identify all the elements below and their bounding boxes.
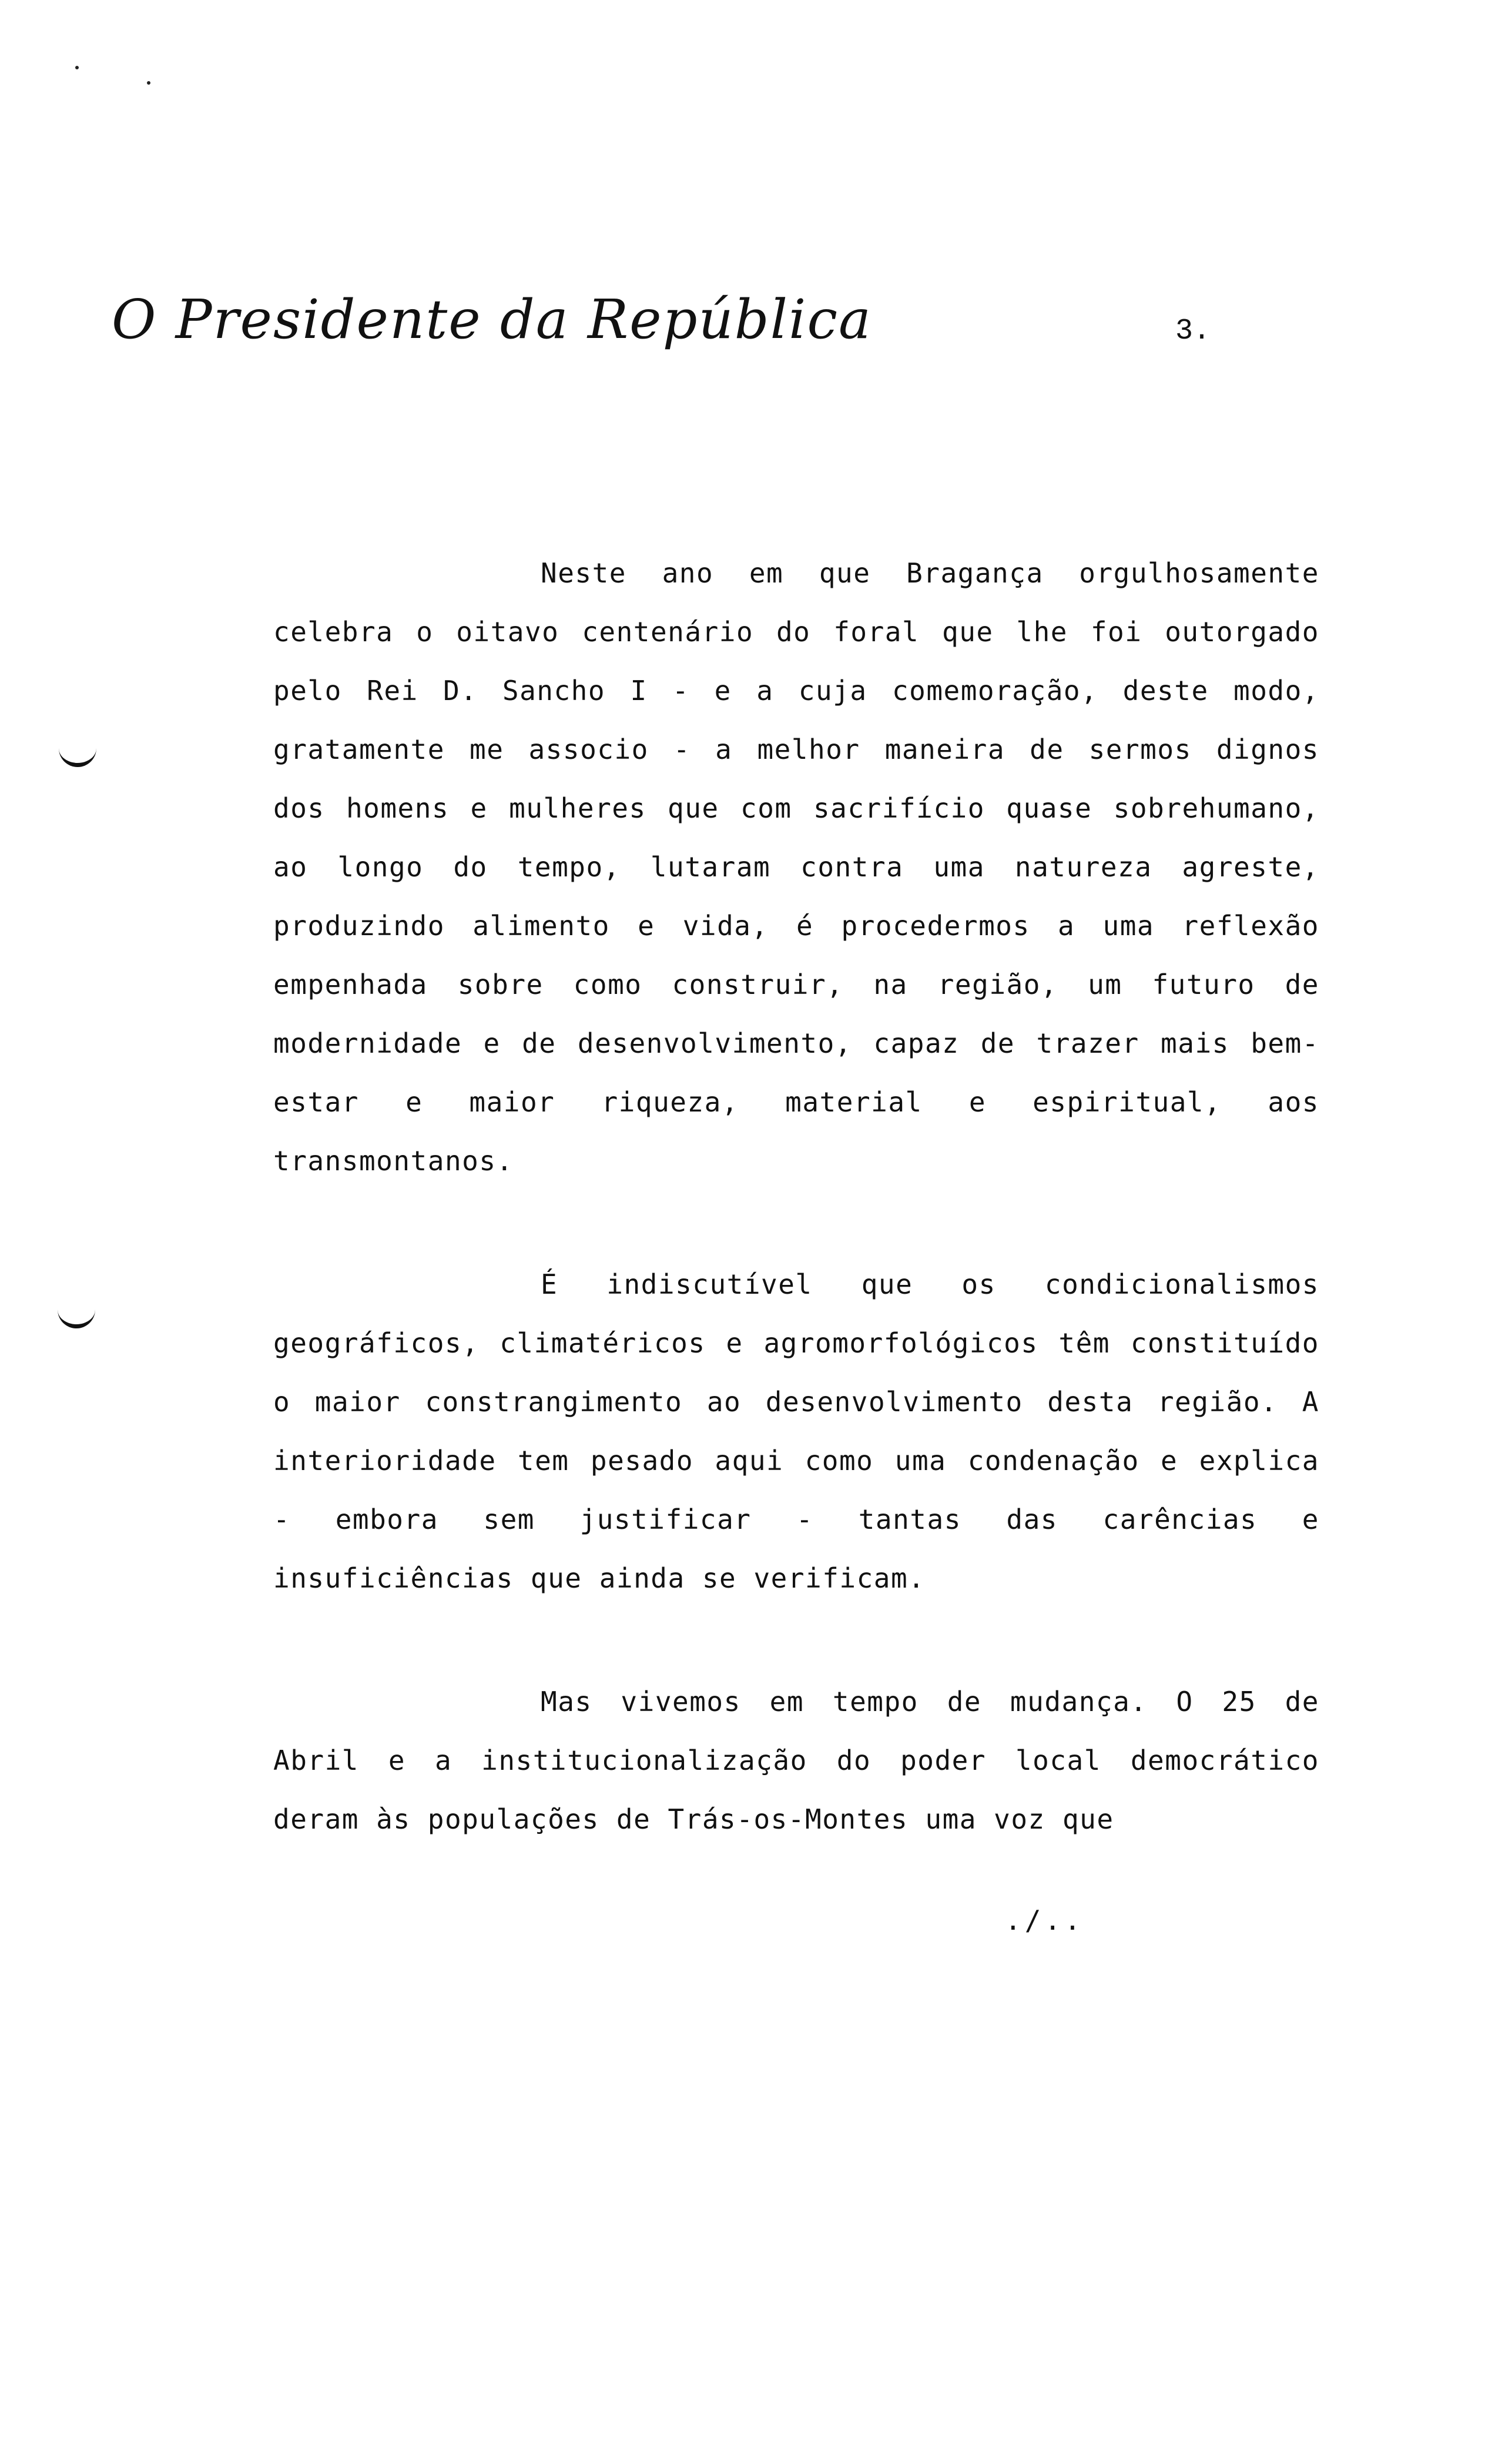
paragraph-text: É indiscutível que os condicionalismos geográficos, climatéricos e agromorfológicos têm constituído o maior constrangimento ao desenvolvimento desta região. A interioridade tem pesado aqui como uma condenação e explica - embora sem justificar - tantas das carências e insuficiências que ainda se verificam. (273, 1268, 1319, 1594)
scan-speck (75, 66, 79, 69)
paragraph-2 (273, 1255, 1319, 1608)
continuation-mark: ./.. (1005, 1904, 1084, 1936)
letterhead: O Presidente da República (112, 288, 872, 351)
margin-mark (59, 746, 96, 767)
paragraph-text: Mas vivemos em tempo de mudança. O 25 de Abril e a institucionalização do poder local democrático deram às populações de Trás-os-Montes uma voz que (273, 1686, 1319, 1835)
margin-mark (58, 1308, 95, 1328)
paragraph-text: Neste ano em que Bragança orgulhosamente celebra o oitavo centenário do foral que lhe foi outorgado pelo Rei D. Sancho I - e a cuja comemoração, deste modo, gratamente me associo - a melhor maneira de sermos dignos dos homens e mulheres que com sacrifício quase sobrehumano, ao longo do tempo, lutaram contra uma natureza agreste, produzindo alimento e vida, é procedermos a uma reflexão empenhada sobre como construir, na região, um futuro de modernidade e de desenvolvimento, capaz de trazer mais bem-estar e maior riqueza, material e espiritual, aos transmontanos. (273, 557, 1319, 1177)
paragraph-1 (273, 544, 1319, 1190)
page-number: 3. (1175, 314, 1211, 348)
scan-speck (147, 81, 150, 85)
paragraph-3 (273, 1672, 1319, 1849)
